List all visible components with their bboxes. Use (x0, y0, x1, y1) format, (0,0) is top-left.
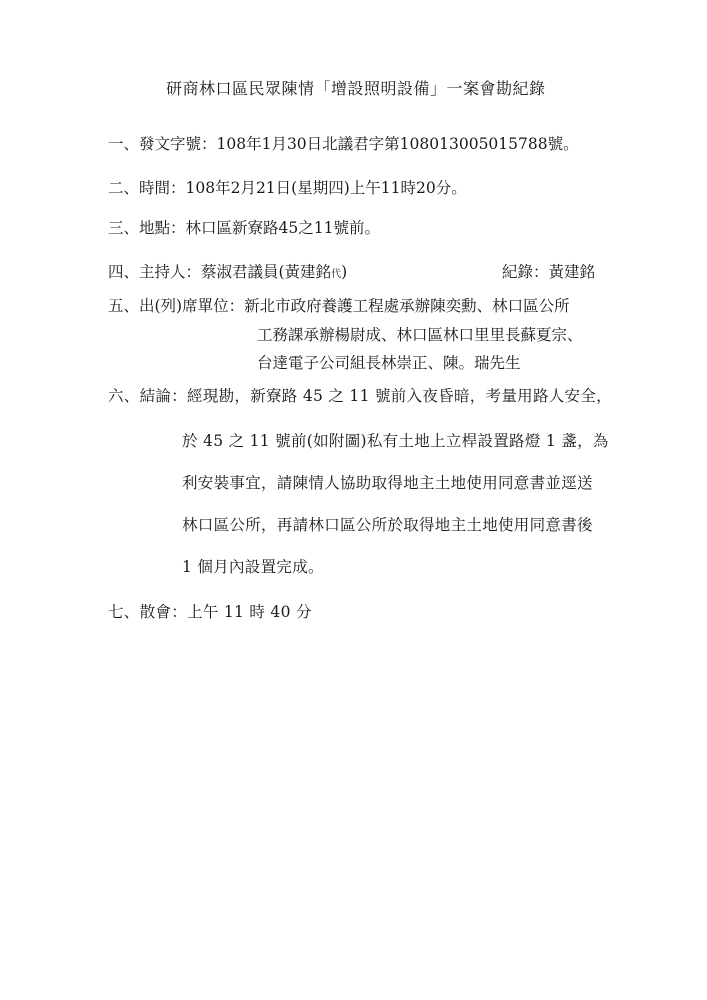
item-doc-number: 一、發文字號：108年1月30日北議君字第108013005015788號。 (108, 135, 579, 153)
conclusion-line-2: 於 45 之 11 號前(如附圖)私有土地上立桿設置路燈 1 盞，為 (182, 432, 609, 450)
document-title: 研商林口區民眾陳情「增設照明設備」一案會勘紀錄 (166, 79, 546, 98)
attendees-line-3: 台達電子公司組長林崇正、陳。瑞先生 (257, 354, 521, 372)
host-proxy-mark: 代 (331, 269, 342, 280)
item-adjourn: 七、散會：上午 11 時 40 分 (108, 603, 312, 621)
conclusion-line-4: 林口區公所，再請林口區公所於取得地主土地使用同意書後 (182, 516, 593, 534)
host-label: 四、主持人：蔡淑君議員(黃建銘 (108, 263, 332, 281)
conclusion-line-1: 六、結論：經現勘，新寮路 45 之 11 號前入夜昏暗，考量用路人安全， (108, 387, 612, 405)
item-location: 三、地點：林口區新寮路45之11號前。 (108, 219, 380, 237)
conclusion-line-5: 1 個月內設置完成。 (182, 558, 324, 576)
item-recorder: 紀錄：黃建銘 (502, 263, 596, 281)
item-time: 二、時間：108年2月21日(星期四)上午11時20分。 (108, 179, 467, 197)
item-host (108, 262, 347, 285)
attendees-line-1: 五、出(列)席單位：新北市政府養護工程處承辦陳奕勳、林口區公所 (108, 297, 570, 315)
attendees-line-2: 工務課承辦楊尉成、林口區林口里里長蘇夏宗、 (257, 326, 583, 344)
host-close: ) (341, 263, 348, 281)
conclusion-line-3: 利安裝事宜，請陳情人協助取得地主土地使用同意書並逕送 (182, 474, 593, 492)
